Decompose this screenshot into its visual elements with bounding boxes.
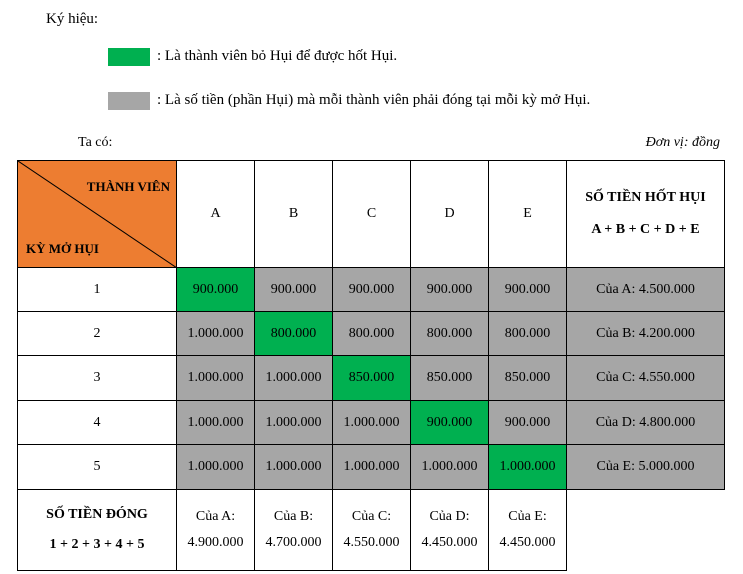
member-header: D: [411, 161, 489, 268]
ta-co-label: Ta có:: [78, 135, 113, 150]
value-cell: 800.000: [489, 312, 567, 356]
value-cell: 900.000: [489, 268, 567, 312]
value-cell: 1.000.000: [255, 445, 333, 490]
value-cell: 1.000.000: [177, 401, 255, 445]
footer-member-label: Của A:: [195, 509, 236, 524]
value-cell: 850.000: [489, 356, 567, 401]
value-cell: 900.000: [411, 268, 489, 312]
table-row: [18, 401, 725, 445]
footer-row: [18, 490, 725, 571]
footer-label: [18, 490, 177, 571]
member-header: C: [333, 161, 411, 268]
period-cell: 5: [18, 445, 177, 490]
value-cell: 1.000.000: [489, 445, 567, 490]
footer-member-value: 4.900.000: [187, 535, 244, 550]
member-header: A: [177, 161, 255, 268]
corner-bottom-label: KỲ MỞ HỤI: [26, 241, 99, 256]
footer-member-label: Của C:: [351, 509, 392, 524]
value-cell: 800.000: [333, 312, 411, 356]
period-cell: 1: [18, 268, 177, 312]
footer-cell: [255, 490, 333, 571]
legend-title: Ký hiệu:: [46, 11, 99, 27]
value-cell: 800.000: [255, 312, 333, 356]
total-cell: Của B: 4.200.000: [567, 312, 725, 356]
value-cell: 1.000.000: [333, 445, 411, 490]
value-cell: 1.000.000: [333, 401, 411, 445]
footer-cell: [489, 490, 567, 571]
table-row: [18, 268, 725, 312]
value-cell: 900.000: [411, 401, 489, 445]
member-header: B: [255, 161, 333, 268]
table-row: [18, 312, 725, 356]
table-row: [18, 445, 725, 490]
footer-cell: [411, 490, 489, 571]
footer-label-line1: SỐ TIỀN ĐÓNG: [46, 507, 148, 522]
value-cell: 1.000.000: [255, 401, 333, 445]
footer-member-label: Của B:: [273, 509, 314, 524]
value-cell: 850.000: [411, 356, 489, 401]
hui-table: [17, 160, 725, 571]
total-cell: Của A: 4.500.000: [567, 268, 725, 312]
footer-member-label: Của E:: [508, 509, 547, 524]
period-cell: 4: [18, 401, 177, 445]
total-cell: Của C: 4.550.000: [567, 356, 725, 401]
total-cell: Của D: 4.800.000: [567, 401, 725, 445]
value-cell: 900.000: [333, 268, 411, 312]
value-cell: 1.000.000: [177, 445, 255, 490]
value-cell: 800.000: [411, 312, 489, 356]
total-header: [567, 161, 725, 268]
value-cell: 900.000: [489, 401, 567, 445]
footer-cell: [333, 490, 411, 571]
footer-cell: [177, 490, 255, 571]
corner-cell: [18, 161, 177, 268]
total-cell: Của E: 5.000.000: [567, 445, 725, 490]
empty-cell: [567, 490, 725, 571]
table-row: [18, 356, 725, 401]
legend-gray-text: : Là số tiền (phần Hụi) mà mỗi thành viên phải đóng tại mỗi kỳ mở Hụi.: [157, 92, 591, 108]
member-header: E: [489, 161, 567, 268]
value-cell: 900.000: [177, 268, 255, 312]
total-header-line2: A + B + C + D + E: [591, 222, 700, 237]
legend-green-text: : Là thành viên bỏ Hụi để được hốt Hụi.: [157, 48, 398, 64]
footer-member-value: 4.550.000: [343, 535, 400, 550]
unit-label: Đơn vị: đồng: [645, 135, 720, 150]
value-cell: 1.000.000: [177, 356, 255, 401]
header-row: [18, 161, 725, 268]
value-cell: 850.000: [333, 356, 411, 401]
footer-member-label: Của D:: [429, 509, 470, 524]
value-cell: 900.000: [255, 268, 333, 312]
footer-label-line2: 1 + 2 + 3 + 4 + 5: [49, 537, 145, 552]
period-cell: 3: [18, 356, 177, 401]
value-cell: 1.000.000: [411, 445, 489, 490]
value-cell: 1.000.000: [177, 312, 255, 356]
corner-top-label: THÀNH VIÊN: [86, 179, 170, 194]
period-cell: 2: [18, 312, 177, 356]
total-header-line1: SỐ TIỀN HỐT HỤI: [585, 190, 706, 205]
green-swatch: [108, 48, 150, 66]
footer-member-value: 4.450.000: [499, 535, 556, 550]
footer-member-value: 4.450.000: [421, 535, 478, 550]
gray-swatch: [108, 92, 150, 110]
footer-member-value: 4.700.000: [265, 535, 322, 550]
value-cell: 1.000.000: [255, 356, 333, 401]
